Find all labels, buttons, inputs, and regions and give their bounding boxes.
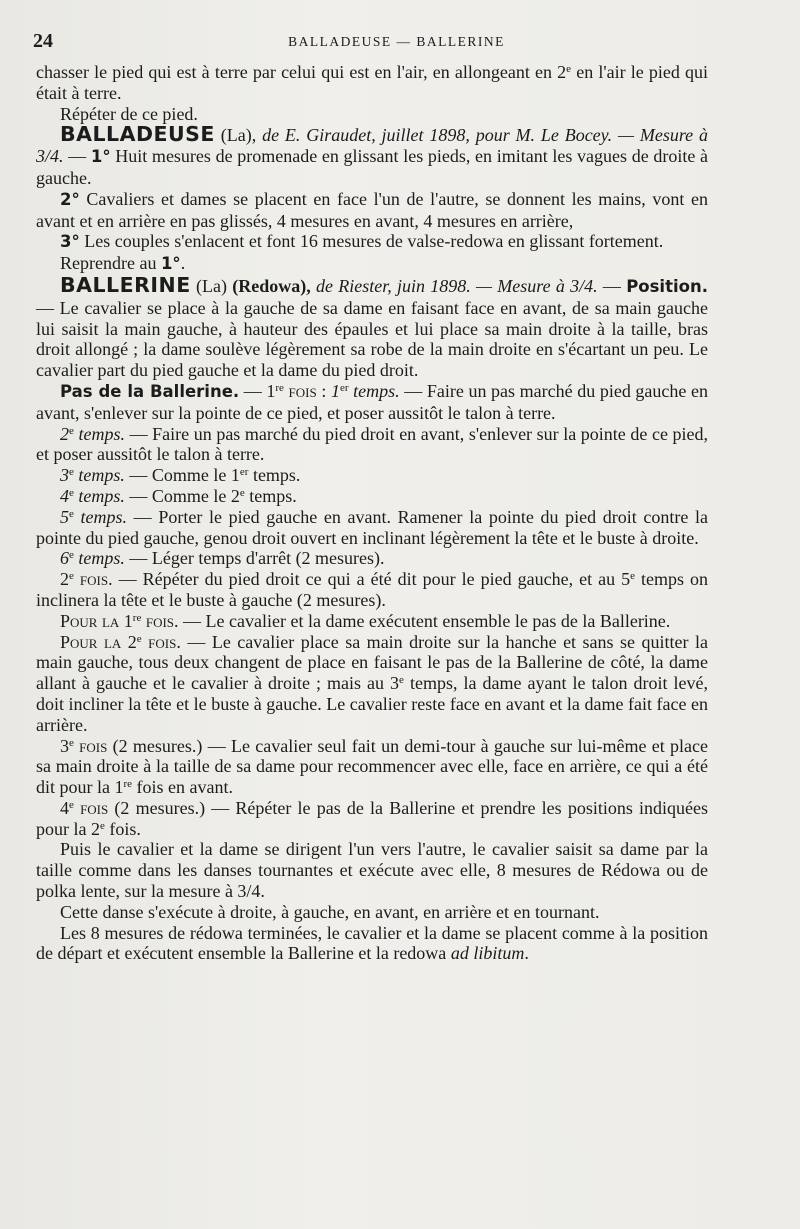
paragraph-continuation: chasser le pied qui est à terre par celui qui est en l'air, en allongeant en 2e en l'air le pied qui était à terre. — [36, 62, 708, 103]
entry-balladeuse: BALLADEUSE (La), de E. Giraudet, juillet 1898, pour M. Le Bocey. — Mesure à 3/4. — 1° Huit mesures de promenade en glissant les pieds, en imitant les vagues de droite à gauche. — [36, 122, 709, 188]
page-body — [36, 62, 708, 964]
entry-title-balladeuse: BALLADEUSE — [60, 122, 215, 147]
running-title: BALLADEUSE — BALLERINE — [288, 34, 505, 49]
paragraph-repeat: Répéter de ce pied. — [60, 103, 198, 124]
entry-ballerine: BALLERINE (La) (Redowa), de Riester, juin 1898. — Mesure à 3/4. — Position. — Le cavalier se place à la gauche de sa dame en faisant face en avant, de sa main gauche lui saisit la main gauche, à hauteur des épaules et lui place sa main droite à la taille, bras droit allongé ; la dame soulève légèrement sa robe de la main droite en s'écartant un peu. Le cavalier part du pied gauche et la dame du pied droit. — [36, 272, 708, 381]
paragraph-temps-2: 2e temps. — Faire un pas marché du pied droit en avant, s'enlever sur la pointe de ce pied, et poser aussitôt le talon à terre. — [36, 423, 709, 465]
paragraph-les-8-mesures: Les 8 mesures de rédowa terminées, le cavalier et la dame se placent comme à la position de départ et exécutent ensemble la Ballerine et la redowa ad libitum. — [36, 922, 708, 964]
page-header — [33, 30, 760, 54]
paragraph-temps-6: 6e temps. — Léger temps d'arrêt (2 mesures). — [60, 548, 385, 569]
paragraph-puis: Puis le cavalier et la dame se dirigent l'un vers l'autre, le cavalier saisit sa dame par la taille comme dans les danses tournantes et exécute avec elle, 8 mesures de Rédowa ou de polka lente, sur la mesure à 3/4. — [36, 839, 708, 902]
paragraph-temps-5: 5e temps. — Porter le pied gauche en avant. Ramener la pointe du pied droit contre la pointe du pied gauche, genou droit ouvert en inclinant légèrement la tête et le buste à droite. — [36, 506, 708, 548]
page-number: 24 — [33, 30, 53, 52]
paragraph-cette-danse: Cette danse s'exécute à droite, à gauche, en avant, en arrière et en tournant. — [60, 901, 600, 922]
paragraph-pour-2e-fois: Pour la 2e fois. — Le cavalier place sa main droite sur la hanche et sans se quitter la main gauche, tous deux changent de place en faisant le pas de la Ballerine de côté, la dame allant à gauche et le cavalier à droite ; mais au 3e temps, la dame ayant le talon droit levé, doit incliner la tête et le buste à gauche. Le cavalier reste face en avant et la dame fait face en arrière. — [36, 631, 708, 735]
paragraph-fois-4: 4e fois (2 mesures.) — Répéter le pas de la Ballerine et prendre les positions indiquées pour la 2e fois. — [36, 797, 708, 839]
paragraph-temps-4: 4e temps. — Comme le 2e temps. — [60, 485, 297, 506]
paragraph-fois-3: 3e fois (2 mesures.) — Le cavalier seul fait un demi-tour à gauche sur lui-même et place sa main droite à la taille de sa dame pour recommencer avec elle, face en arrière, ce qui a été dit pour la 1re fois en avant. — [36, 735, 708, 798]
paragraph-reprendre: Reprendre au 1°. — [60, 253, 186, 274]
paragraph-pour-1re-fois: Pour la 1re fois. — Le cavalier et la dame exécutent ensemble le pas de la Ballerine. — [60, 610, 671, 631]
paragraph-temps-3: 3e temps. — Comme le 1er temps. — [60, 465, 301, 486]
paragraph-step-3: 3° Les couples s'enlacent et font 16 mesures de valse-redowa en glissant fortement. — [60, 231, 664, 252]
paragraph-step-2: 2° Cavaliers et dames se placent en face l'un de l'autre, se donnent les mains, vont en avant et en arrière en pas glissés, 4 mesures en avant, 4 mesures en arrière, — [36, 188, 708, 231]
entry-title-ballerine: BALLERINE — [60, 272, 191, 297]
paragraph-pas-ballerine: Pas de la Ballerine. — 1re fois : 1er temps. — Faire un pas marché du pied gauche en avant, s'enlever sur la pointe de ce pied, et poser aussitôt le talon à terre. — [36, 380, 708, 423]
paragraph-fois-2: 2e fois. — Répéter du pied droit ce qui a été dit pour le pied gauche, et au 5e temps on inclinera la tête et le buste à gauche (2 mesures). — [36, 569, 708, 610]
